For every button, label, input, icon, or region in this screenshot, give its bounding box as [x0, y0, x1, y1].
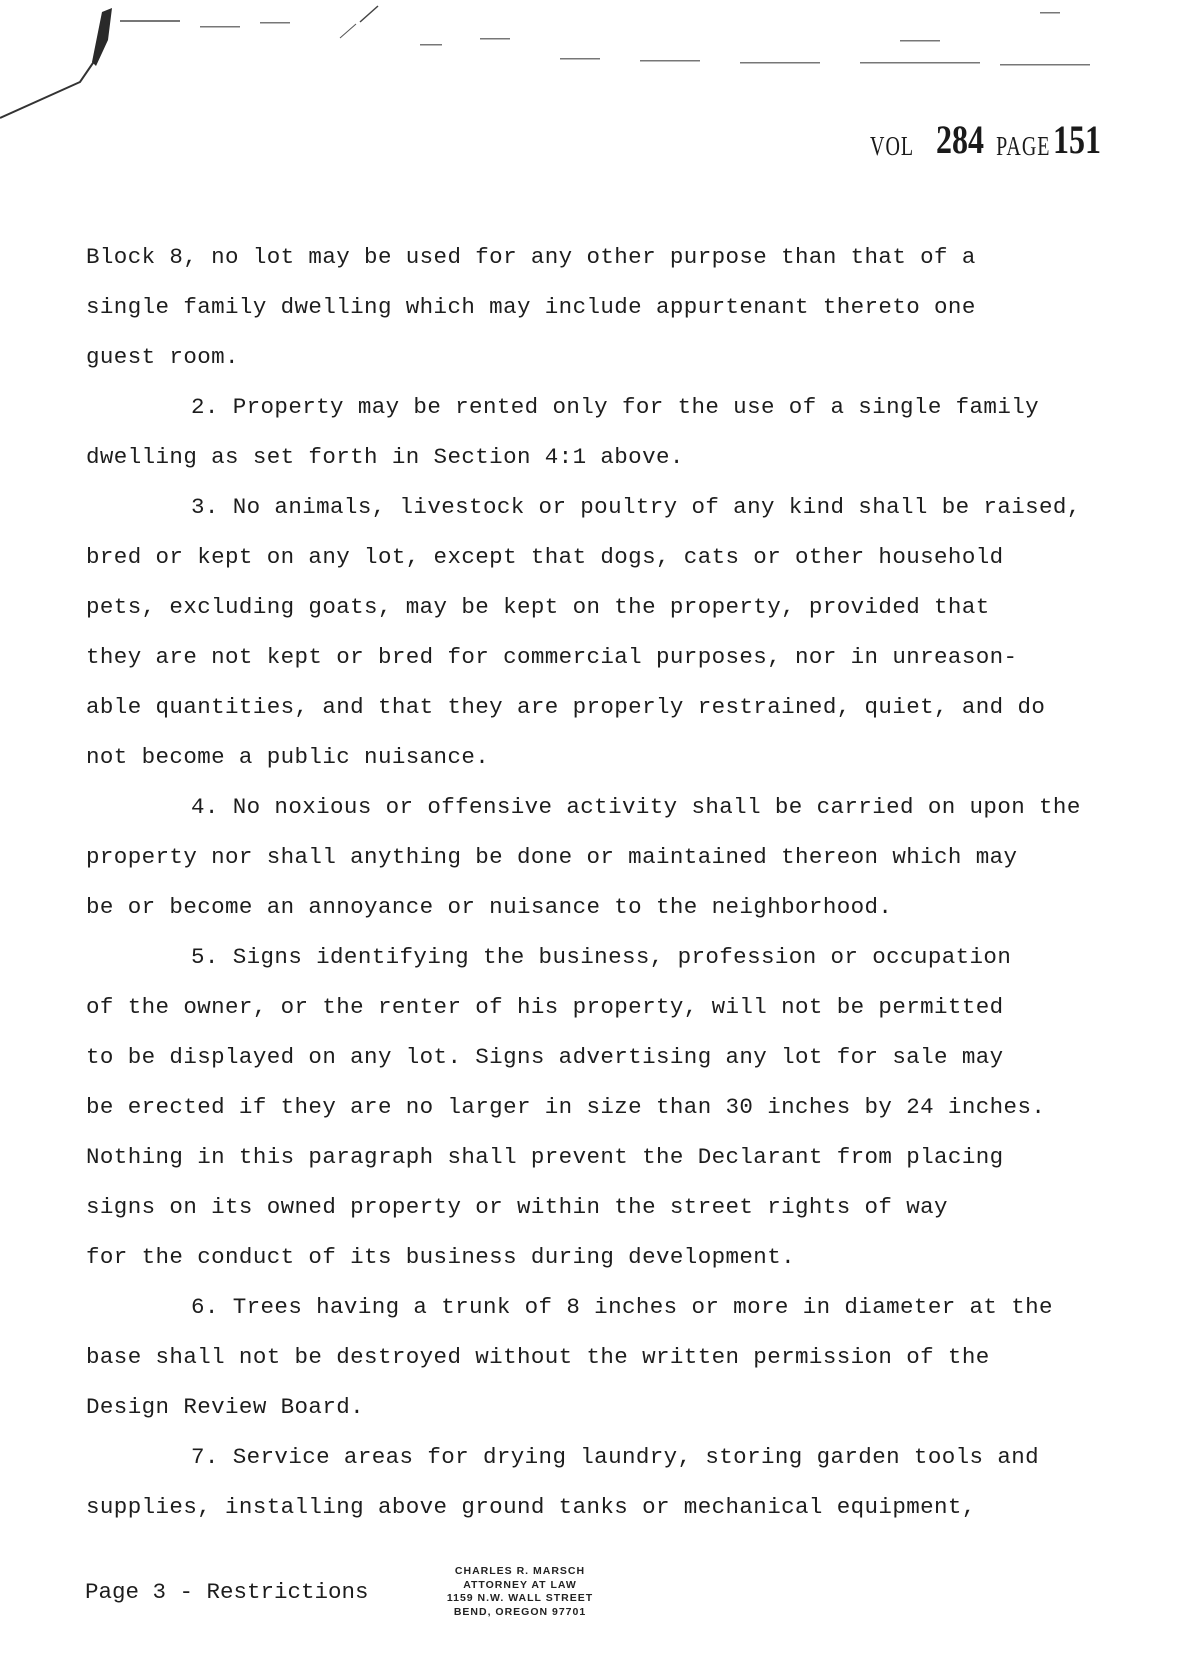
text-line: single family dwelling which may include appurtenant thereto one [86, 294, 976, 320]
page-label: PAGE [996, 131, 1051, 162]
attorney-name: CHARLES R. MARSCH [454, 1565, 586, 1577]
page-footer [85, 1565, 1145, 1655]
text-line: of the owner, or the renter of his property, will not be permitted [86, 994, 1004, 1020]
page-number: 151 [1052, 117, 1101, 162]
attorney-title: ATTORNEY AT LAW [463, 1578, 577, 1591]
text-line: guest room. [86, 344, 239, 370]
text-line: able quantities, and that they are properly restrained, quiet, and do [86, 694, 1046, 720]
text-line: be or become an annoyance or nuisance to the neighborhood. [86, 894, 893, 920]
text-line: 4. No noxious or offensive activity shall be carried on upon the [191, 794, 1081, 820]
text-line: Design Review Board. [86, 1394, 365, 1420]
text-line: pets, excluding goats, may be kept on the property, provided that [86, 594, 990, 620]
vol-number: 284 [936, 117, 985, 162]
text-line: 7. Service areas for drying laundry, storing garden tools and [191, 1444, 1040, 1470]
text-line: not become a public nuisance. [86, 744, 490, 770]
text-line: 3. No animals, livestock or poultry of any kind shall be raised, [191, 494, 1081, 520]
text-line: to be displayed on any lot. Signs advertising any lot for sale may [86, 1044, 1004, 1070]
footer-page-label: Page 3 - Restrictions [85, 1579, 369, 1605]
text-line: Block 8, no lot may be used for any other purpose than that of a [86, 244, 976, 270]
text-line: for the conduct of its business during development. [86, 1244, 796, 1270]
text-line: 2. Property may be rented only for the use of a single family [191, 394, 1040, 420]
text-line: bred or kept on any lot, except that dogs, cats or other household [86, 544, 1004, 570]
attorney-city: BEND, OREGON 97701 [453, 1605, 587, 1618]
text-line: dwelling as set forth in Section 4:1 above. [86, 444, 684, 470]
text-line: signs on its owned property or within the street rights of way [86, 1194, 948, 1220]
attorney-street: 1159 N.W. WALL STREET [446, 1592, 594, 1604]
volume-page-stamp [870, 116, 1107, 163]
text-line: they are not kept or bred for commercial purposes, nor in unreason- [86, 644, 1018, 670]
document-body [86, 232, 1176, 1532]
text-line: base shall not be destroyed without the written permission of the [86, 1344, 990, 1370]
attorney-stamp [430, 1565, 610, 1619]
text-line: property nor shall anything be done or maintained thereon which may [86, 844, 1018, 870]
text-line: 6. Trees having a trunk of 8 inches or more in diameter at the [191, 1294, 1053, 1320]
text-line: Nothing in this paragraph shall prevent the Declarant from placing [86, 1144, 1004, 1170]
vol-label: VOL [870, 131, 915, 162]
text-line: 5. Signs identifying the business, profession or occupation [191, 944, 1012, 970]
text-line: be erected if they are no larger in size than 30 inches by 24 inches. [86, 1094, 1046, 1120]
text-line: supplies, installing above ground tanks or mechanical equipment, [86, 1494, 976, 1520]
